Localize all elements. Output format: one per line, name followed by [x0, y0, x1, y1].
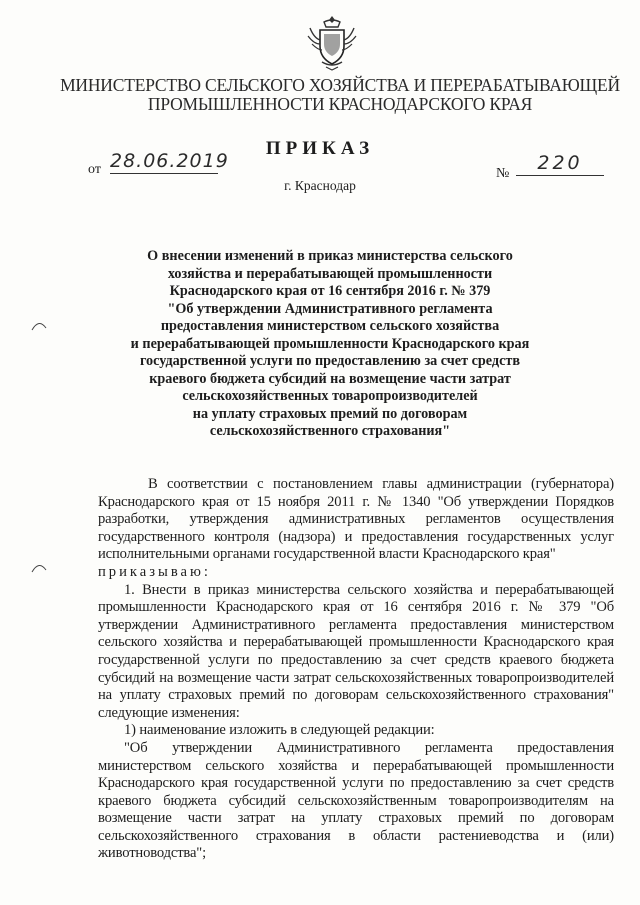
subject-line: О внесении изменений в приказ министерства сельского [147, 248, 513, 264]
document-body [98, 476, 614, 863]
date-value: 28.06.2019 [110, 150, 229, 172]
number-value: 220 [516, 152, 604, 176]
subject-line: краевого бюджета субсидий на возмещение части затрат [149, 370, 511, 387]
preamble-paragraph: В соответствии с постановлением главы администрации (губернатора) Краснодарского края от 15 ноября 2011 г. № 1340 "Об утверждении Порядков разработки, утверждения административных регламентов осуществления государственного контроля (надзора) и предоставления государственных услуг исполнительными органами государственной власти Краснодарского края" [98, 476, 614, 563]
subject-line: и перерабатывающей промышленности Краснодарского края [130, 335, 530, 352]
ministry-line: ПРОМЫШЛЕННОСТИ КРАСНОДАРСКОГО КРАЯ [147, 94, 533, 114]
subject-line: государственной услуги по предоставлению за счет средств [139, 353, 521, 369]
subject-line: на уплату страховых премий по договорам [192, 405, 468, 422]
document-type: ПРИКАЗ [265, 138, 375, 159]
ministry-name [60, 76, 620, 114]
item-paragraph: 1. Внести в приказ министерства сельского хозяйства и перерабатывающей промышленности Краснодарского края от 16 сентября 2016 г. № 379 "Об утверждении Административного регламента предоставления министерством сельского хозяйства и перерабатывающей промышленности Краснодарского края государственной услуги по предоставлению за счет средств краевого бюджета субсидий на возмещение части затрат сельскохозяйственных товаропроизводителей на уплату страховых премий по договорам сельскохозяйственного страхования" следующие изменения: [98, 581, 614, 721]
subitem-paragraph: 1) наименование изложить в следующей редакции: [124, 722, 435, 739]
quote-paragraph: "Об утверждении Административного регламента предоставления министерством сельского хозяйства и перерабатывающей промышленности Краснодарского края государственной услуги по предоставлению за счет средств краевого бюджета субсидий сельскохозяйственным товаропроизводителям на возмещение части затрат на уплату страховых премий по договорам сельскохозяйственного страхования в области растениеводства и (или) животноводства"; [98, 739, 614, 862]
coat-of-arms-icon [306, 14, 358, 72]
city: г. Краснодар [284, 178, 356, 193]
number-prefix: № [496, 166, 510, 181]
order-subject [120, 248, 540, 441]
subject-line: "Об утверждении Административного регламента [167, 300, 493, 317]
subject-line: Краснодарского края от 16 сентября 2016 г. № 379 [169, 283, 491, 299]
date-prefix: от [88, 162, 101, 177]
ministry-line: МИНИСТЕРСТВО СЕЛЬСКОГО ХОЗЯЙСТВА И ПЕРЕРАБАТЫВАЮЩЕЙ [60, 75, 620, 95]
order-word: приказываю: [98, 563, 211, 580]
subject-line: хозяйства и перерабатывающей промышленности [167, 265, 493, 282]
subject-line: сельскохозяйственного страхования" [209, 423, 451, 439]
subject-line: сельскохозяйственных товаропроизводителей [182, 388, 478, 404]
hole-punch-mark-icon [30, 560, 48, 574]
subject-line: предоставления министерством сельского хозяйства [160, 318, 500, 334]
hole-punch-mark-icon [30, 318, 48, 332]
